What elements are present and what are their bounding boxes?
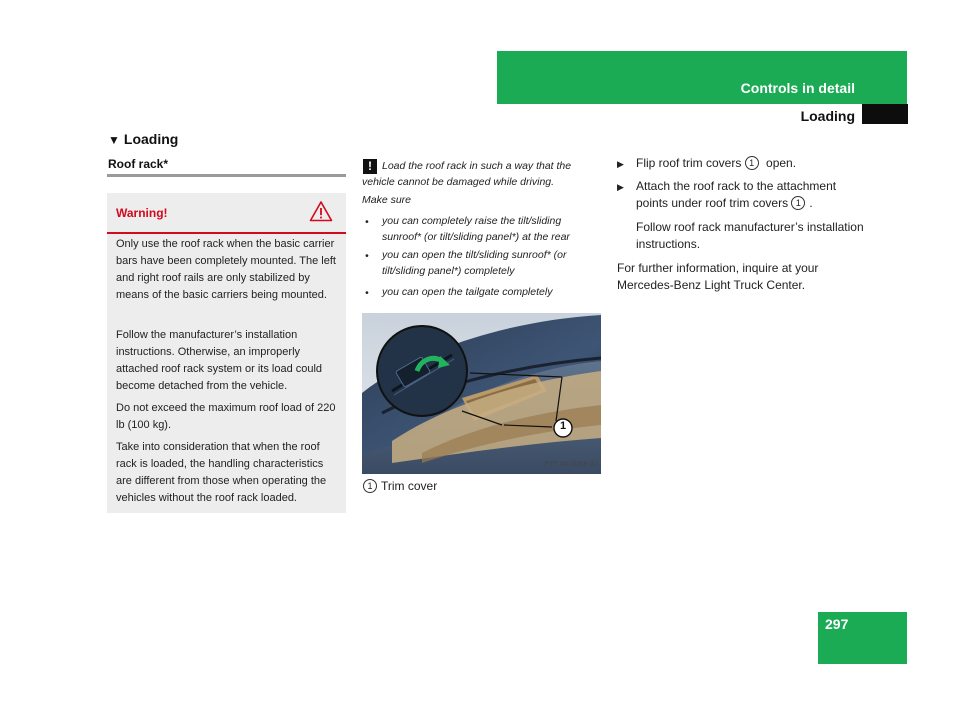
notice-text: Load the roof rack in such a way that the vehicle cannot be damaged while driving.: [362, 160, 572, 188]
warning-divider: [107, 232, 346, 234]
section-label: Loading: [800, 108, 855, 124]
warning-triangle-icon: [309, 200, 333, 222]
step-text: Attach the roof rack to the attachment points under roof trim covers: [636, 179, 837, 210]
roof-trim-cover-illustration: [362, 313, 601, 474]
step-item: [636, 178, 866, 212]
further-information-text: For further information, inquire at your Mercedes-Benz Light Truck Center.: [617, 261, 819, 292]
section-tab-marker: [862, 104, 908, 124]
step-text: Flip roof trim covers: [636, 156, 745, 170]
warning-paragraph: Do not exceed the maximum roof load of 220 lb (100 kg).: [116, 402, 336, 431]
chapter-title: Controls in detail: [740, 80, 855, 96]
subsection-divider: [107, 174, 346, 177]
warning-heading: Warning!: [116, 206, 168, 220]
warning-paragraph: Take into consideration that when the roof rack is loaded, the handling characteristics are different from those when operating the vehicles without the roof rack loaded.: [116, 441, 327, 504]
bullet-dot: •: [365, 250, 369, 262]
bullet-dot: •: [365, 216, 369, 228]
step-text: open.: [762, 156, 797, 170]
callout-number-icon: 1: [363, 479, 377, 493]
make-sure-label: Make sure: [362, 194, 412, 206]
notice-exclamation-icon: !: [363, 159, 377, 174]
page-number: 297: [825, 616, 849, 632]
step-text: .: [809, 196, 813, 210]
warning-paragraph: Follow the manufacturer’s installation instructions. Otherwise, an improperly attached roof rack system or its load could become detached from the vehicle.: [116, 329, 323, 392]
bullet-item: you can open the tilt/sliding sunroof* (or tilt/sliding panel*) completely: [382, 249, 567, 277]
figure-caption: [363, 479, 437, 493]
follow-instructions-text: Follow roof rack manufacturer’s installation instructions.: [636, 220, 864, 251]
step-arrow-icon: ▶: [617, 182, 624, 192]
bullet-item: you can completely raise the tilt/sliding sunroof* (or tilt/sliding panel*) at the rear: [382, 215, 570, 243]
vehicle-roof-image: [362, 313, 601, 474]
subsection-heading: Roof rack*: [108, 157, 169, 171]
section-heading: [108, 131, 178, 147]
header-band: [497, 51, 907, 104]
bullet-item: you can open the tailgate completely: [382, 286, 553, 298]
section-heading-text: Loading: [123, 131, 179, 147]
figure-callout-number: 1: [559, 420, 567, 432]
figure-caption-text: Trim cover: [381, 479, 438, 493]
callout-number-icon: 1: [791, 196, 805, 210]
callout-number-icon: 1: [745, 156, 759, 170]
warning-paragraph: Only use the roof rack when the basic carrier bars have been completely mounted. The left and right roof rails are only stabilized by means of the basic carriers being mounted.: [116, 238, 336, 301]
step-arrow-icon: ▶: [617, 159, 624, 169]
figure-code: P77.40-2068-31: [544, 461, 599, 468]
bullet-dot: •: [365, 287, 369, 299]
step-item: [636, 155, 866, 172]
triangle-down-icon: ▼: [108, 133, 120, 147]
